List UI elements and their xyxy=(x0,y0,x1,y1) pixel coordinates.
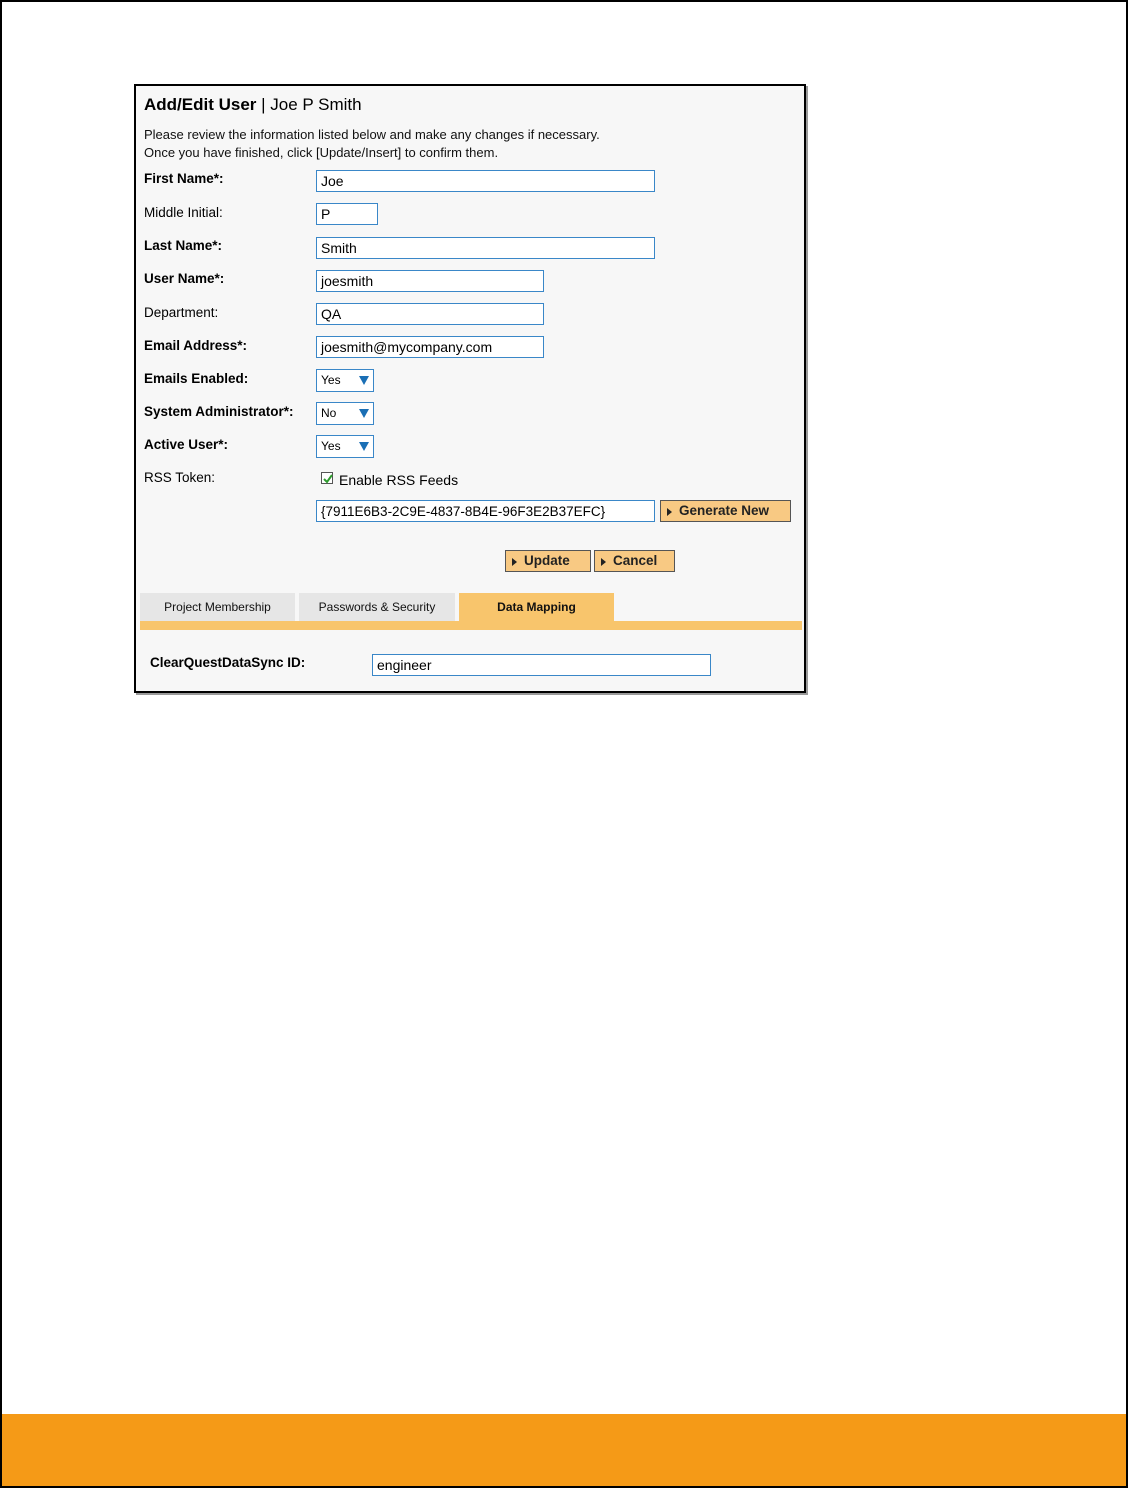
active-user-select[interactable] xyxy=(316,435,374,458)
dropdown-arrow-icon xyxy=(359,376,369,385)
generate-new-button[interactable] xyxy=(660,500,791,522)
user-name-input[interactable]: joesmith xyxy=(316,270,544,292)
cancel-label: Cancel xyxy=(613,553,658,568)
first-name-input[interactable]: Joe xyxy=(316,170,655,192)
emails-enabled-label: Emails Enabled: xyxy=(144,371,249,386)
footer-band xyxy=(2,1414,1126,1486)
last-name-input[interactable]: Smith xyxy=(316,237,655,259)
page-title xyxy=(144,95,362,115)
clearquest-id-label: ClearQuestDataSync ID: xyxy=(150,655,306,670)
play-arrow-icon xyxy=(512,558,517,566)
system-admin-select[interactable] xyxy=(316,402,374,425)
middle-initial-label: Middle Initial: xyxy=(144,205,223,220)
email-input[interactable]: joesmith@mycompany.com xyxy=(316,336,544,358)
system-admin-value: No xyxy=(321,406,337,420)
intro-text xyxy=(144,126,600,162)
email-label: Email Address*: xyxy=(144,338,248,353)
intro-line-2: Once you have finished, click [Update/Insert] to confirm them. xyxy=(144,145,499,160)
tab-passwords-security[interactable]: Passwords & Security xyxy=(299,593,455,621)
active-user-value: Yes xyxy=(321,439,341,453)
add-edit-user-panel xyxy=(134,84,806,693)
checkmark-icon xyxy=(322,473,334,485)
tab-data-mapping[interactable]: Data Mapping xyxy=(459,593,614,623)
system-admin-label: System Administrator*: xyxy=(144,404,294,419)
intro-line-1: Please review the information listed below and make any changes if necessary. xyxy=(144,127,600,142)
page-title-bold: Add/Edit User xyxy=(144,95,257,114)
emails-enabled-value: Yes xyxy=(321,373,341,387)
department-label: Department: xyxy=(144,305,219,320)
tab-project-membership[interactable]: Project Membership xyxy=(140,593,295,621)
active-user-label: Active User*: xyxy=(144,437,229,452)
rss-token-label: RSS Token: xyxy=(144,470,216,485)
clearquest-id-input[interactable]: engineer xyxy=(372,654,711,676)
emails-enabled-select[interactable] xyxy=(316,369,374,392)
rss-token-input[interactable]: {7911E6B3-2C9E-4837-8B4E-96F3E2B37EFC} xyxy=(316,500,655,522)
middle-initial-input[interactable]: P xyxy=(316,203,378,225)
play-arrow-icon xyxy=(601,558,606,566)
page-title-user: | Joe P Smith xyxy=(256,95,362,114)
update-label: Update xyxy=(524,553,570,568)
update-button[interactable] xyxy=(505,550,591,572)
user-name-label: User Name*: xyxy=(144,271,225,286)
enable-rss-label: Enable RSS Feeds xyxy=(339,472,459,488)
first-name-label: First Name*: xyxy=(144,171,224,186)
dropdown-arrow-icon xyxy=(359,442,369,451)
last-name-label: Last Name*: xyxy=(144,238,223,253)
tab-underline-bar xyxy=(140,621,802,630)
dropdown-arrow-icon xyxy=(359,409,369,418)
cancel-button[interactable] xyxy=(594,550,675,572)
generate-new-label: Generate New xyxy=(679,503,770,518)
enable-rss-checkbox[interactable] xyxy=(321,472,333,484)
department-input[interactable]: QA xyxy=(316,303,544,325)
play-arrow-icon xyxy=(667,508,672,516)
